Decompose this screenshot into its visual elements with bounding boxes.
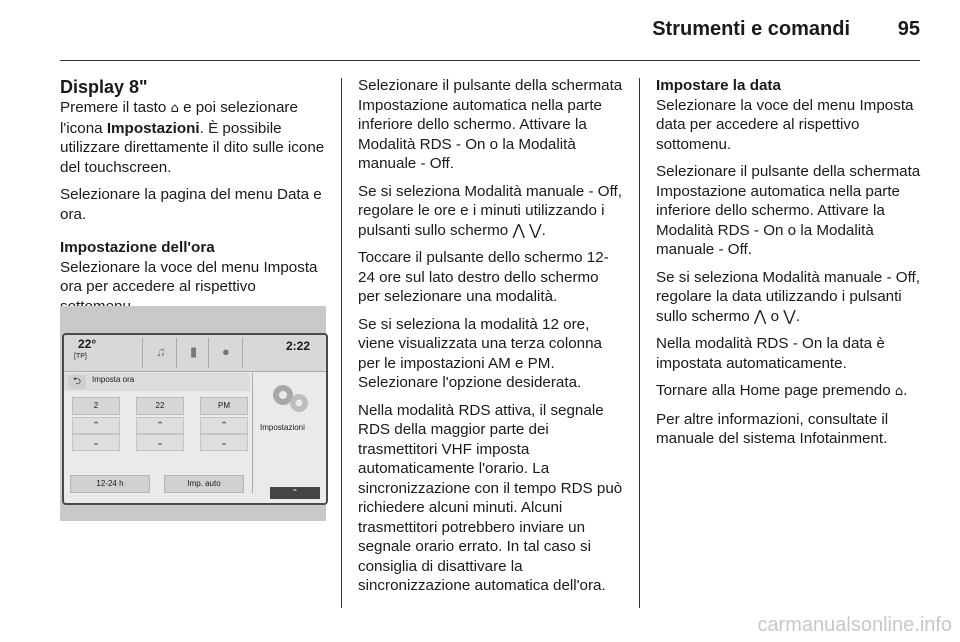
ampm-field: PM	[200, 397, 248, 415]
minute-field: 22	[136, 397, 184, 415]
subheading: Impostazione dell'ora	[60, 239, 215, 256]
column-3	[656, 76, 922, 457]
header-title: Strumenti e comandi	[652, 18, 850, 40]
paragraph: Selezionare la voce del menu Imposta data per accedere al rispettivo sottomenu.	[656, 96, 914, 153]
music-icon[interactable]: ♫	[156, 344, 166, 359]
home-icon: ⌂	[894, 384, 904, 399]
paragraph: Premere il tasto ⌂ e poi selezionare l'icona Impostazioni. È possibile utilizzare direttamente il dito sulle icone del touchscreen.	[60, 99, 325, 176]
paragraph: Nella modalità RDS attiva, il segnale RDS della maggior parte dei trasmettitori VHF imposta automaticamente l'orario. La sincronizzazione con il tempo RDS può richiedere alcuni minuti. Alcuni trasmettitori potrebbero inviare un segnale orario errato. In tal caso si consiglia di disattivare la sincronizzazione automatica dell'ora.	[358, 401, 623, 594]
paragraph: Selezionare la pagina del menu Data e ora.	[60, 186, 322, 223]
paragraph: Nella modalità RDS - On la data è impostata automaticamente.	[656, 335, 885, 372]
nav-icon[interactable]: ●	[222, 344, 230, 359]
section-heading: Display 8"	[60, 77, 148, 97]
hour-field: 2	[72, 397, 120, 415]
12-24h-button[interactable]: 12-24 h	[70, 475, 150, 493]
back-icon[interactable]: ⮌	[68, 375, 86, 389]
auto-setting-button[interactable]: Imp. auto	[164, 475, 244, 493]
subheading: Impostare la data	[656, 77, 781, 94]
infotainment-screen	[62, 333, 328, 505]
ampm-up-button[interactable]: ⌃	[200, 417, 248, 434]
paragraph: Se si seleziona Modalità manuale - Off, regolare la data utilizzando i pulsanti sullo schermo ⋀ o ⋁.	[656, 268, 920, 325]
paragraph: Toccare il pulsante dello schermo 12-24 ore sul lato destro dello schermo per selezionare una modalità.	[358, 249, 609, 305]
column-1	[60, 76, 326, 324]
collapse-button[interactable]: ⌃	[270, 487, 320, 499]
page-number: 95	[897, 18, 920, 40]
hour-down-button[interactable]: ⌄	[72, 434, 120, 451]
paragraph: Se si seleziona Modalità manuale - Off, regolare le ore e i minuti utilizzando i pulsanti sullo schermo ⋀ ⋁.	[358, 182, 622, 239]
paragraph: Per altre informazioni, consultate il manuale del sistema Infotainment.	[656, 410, 889, 447]
temperature: 22°	[78, 337, 97, 351]
paragraph: Selezionare il pulsante della schermata Impostazione automatica nella parte inferiore dello schermo. Attivare la Modalità RDS - On o la Modalità manuale - Off.	[358, 77, 623, 172]
header-rule	[60, 60, 920, 61]
screen-title: Imposta ora	[92, 375, 135, 384]
tp-indicator: [TP]	[74, 353, 87, 360]
screen-figure	[60, 306, 326, 521]
status-bar	[64, 335, 326, 372]
minute-up-button[interactable]: ⌃	[136, 417, 184, 434]
column-divider-2	[639, 78, 640, 608]
paragraph: Tornare alla Home page premendo ⌂.	[656, 382, 908, 399]
column-2	[358, 76, 624, 604]
phone-icon[interactable]: ▮	[190, 344, 198, 359]
hour-up-button[interactable]: ⌃	[72, 417, 120, 434]
settings-label: Impostazioni	[260, 423, 305, 432]
paragraph: Selezionare la voce del menu Imposta ora per accedere al rispettivo	[60, 258, 318, 295]
column-divider-1	[341, 78, 342, 608]
clock: 2:22	[285, 339, 310, 353]
settings-gear-icon[interactable]	[269, 381, 313, 415]
ampm-down-button[interactable]: ⌄	[200, 434, 248, 451]
paragraph: Se si seleziona la modalità 12 ore, viene visualizzata una terza colonna per le impostazioni AM e PM. Selezionare l'opzione desiderata.	[358, 315, 602, 391]
paragraph: Selezionare il pulsante della schermata Impostazione automatica nella parte inferiore dello schermo. Attivare la Modalità RDS - On o la Modalità manuale - Off.	[656, 163, 921, 258]
home-icon: ⌂	[170, 101, 179, 116]
watermark: carmanualsonline.info	[757, 614, 952, 636]
minute-down-button[interactable]: ⌄	[136, 434, 184, 451]
